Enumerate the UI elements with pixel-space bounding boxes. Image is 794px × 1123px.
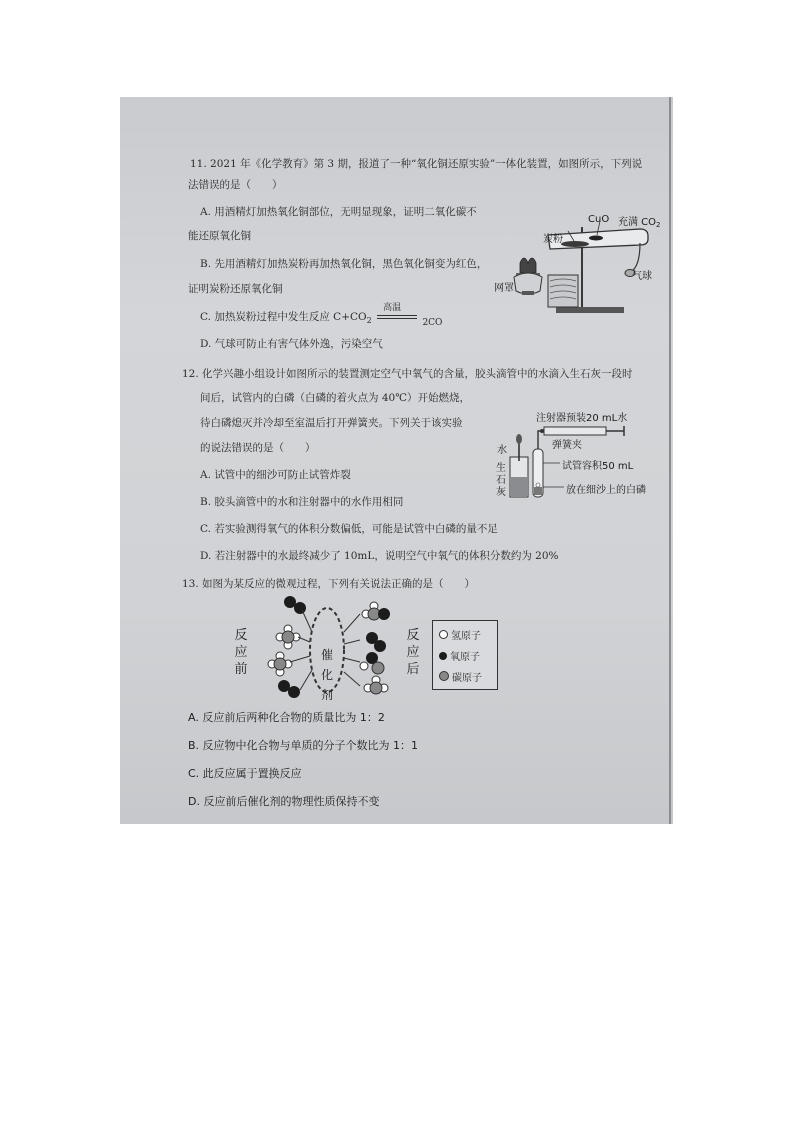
legend-label-carbon: 碳原子 xyxy=(452,673,482,684)
hydrogen-atom-icon xyxy=(439,630,448,639)
molecule-ch3oh-after-1 xyxy=(362,602,390,620)
q11-option-c-text: C. 加热炭粉过程中发生反应 C+CO xyxy=(200,311,367,323)
molecule-ch3oh-after-2 xyxy=(360,652,384,674)
q11-option-c-product: 2CO xyxy=(422,318,443,328)
after-char-3: 后 xyxy=(406,662,420,677)
q12-stem-line1: 12. 化学兴趣小组设计如图所示的装置测定空气中氧气的含量，胶头滴管中的水滴入生石灰一段时 xyxy=(182,368,633,380)
q12-option-a: A. 试管中的细沙可防止试管炸裂 xyxy=(200,469,351,481)
before-char-2: 应 xyxy=(234,645,248,660)
catalyst-char-2: 化 xyxy=(320,668,333,682)
label-quicklime xyxy=(496,463,506,499)
label-quicklime-1: 生 xyxy=(496,463,506,474)
q12-option-c: C. 若实验测得氧气的体积分数偏低，可能是试管中白磷的量不足 xyxy=(200,523,498,535)
q12-option-b: B. 胶头滴管中的水和注射器中的水作用相同 xyxy=(200,496,404,508)
q13-stem: 13. 如图为某反应的微观过程，下列有关说法正确的是（ ） xyxy=(182,578,476,590)
q11-stem-line2: 法错误的是（ ） xyxy=(188,179,283,191)
legend-item-carbon xyxy=(439,669,482,684)
cuo-deposit xyxy=(589,236,603,241)
q11-option-d: D. 气球可防止有害气体外逸，污染空气 xyxy=(200,338,383,350)
label-co2-sub: 2 xyxy=(656,221,661,229)
photographed-exam-page xyxy=(120,97,673,824)
after-char-2: 应 xyxy=(406,645,420,660)
connector-tube xyxy=(538,431,544,449)
q11-reaction-condition xyxy=(377,303,417,324)
q12-stem-line4: 的说法错误的是（ ） xyxy=(200,442,316,454)
molecule-o2-before-bottom xyxy=(278,680,300,698)
q13-option-a: A. 反应前后两种化合物的质量比为 1：2 xyxy=(188,711,385,724)
label-before-reaction xyxy=(234,627,248,678)
label-balloon: 气球 xyxy=(632,271,652,282)
wood-block xyxy=(548,275,578,307)
label-quicklime-2: 石 xyxy=(496,475,506,486)
label-spring-clip: 弹簧夹 xyxy=(552,440,582,451)
catalyst-char-1: 催 xyxy=(320,648,333,662)
label-quicklime-3: 灰 xyxy=(496,487,506,498)
q13-option-c: C. 此反应属于置换反应 xyxy=(188,767,302,780)
molecule-ch4-before-1 xyxy=(276,625,300,649)
legend-label-hydrogen: 氢原子 xyxy=(451,631,481,642)
molecule-after-bottom xyxy=(364,676,388,694)
label-syringe: 注射器预装20 mL水 xyxy=(536,413,628,424)
q11-option-c-subscript: 2 xyxy=(366,316,372,325)
arrows-in xyxy=(290,610,312,690)
carbon-atom-icon xyxy=(439,671,449,681)
q13-option-b: B. 反应物中化合物与单质的分子个数比为 1：1 xyxy=(188,739,419,752)
q11-option-a-line1: A. 用酒精灯加热氧化铜部位，无明显现象，证明二氧化碳不 xyxy=(200,206,477,218)
label-carbon-powder: 炭粉 xyxy=(543,234,563,245)
sand-layer xyxy=(534,487,542,495)
q11-option-b-line1: B. 先用酒精灯加热炭粉再加热氧化铜，黑色氧化铜变为红色， xyxy=(200,258,488,270)
catalyst-char-3: 剂 xyxy=(320,688,333,702)
label-water: 水 xyxy=(497,445,507,456)
arrows-out xyxy=(344,614,360,686)
label-white-phosphorus: 放在细沙上的白磷 xyxy=(566,485,646,496)
label-co2-text: 充满 CO xyxy=(618,217,657,228)
label-cuo: CuO xyxy=(588,214,610,225)
molecule-o2-after xyxy=(366,632,386,652)
label-gauze: 网罩 xyxy=(494,283,514,294)
q11-option-b-line2: 证明炭粉还原氧化铜 xyxy=(188,283,283,295)
before-char-3: 前 xyxy=(234,662,248,677)
dropper-bulb xyxy=(516,434,522,444)
alcohol-lamp-with-gauze xyxy=(514,258,542,295)
q13-reaction-diagram xyxy=(260,592,420,702)
carbon-powder-deposit xyxy=(561,241,589,247)
q11-option-a-line2: 能还原氧化铜 xyxy=(188,230,251,242)
legend-label-oxygen: 氧原子 xyxy=(450,652,480,663)
q12-stem-line2: 间后，试管内的白磷（白磷的着火点为 40℃）开始燃烧， xyxy=(200,392,470,404)
syringe-barrel xyxy=(544,427,606,435)
q13-option-d: D. 反应前后催化剂的物理性质保持不变 xyxy=(188,795,380,808)
condition-label: 高温 xyxy=(383,303,402,313)
after-char-1: 反 xyxy=(406,628,420,643)
q12-stem-line3: 待白磷熄灭并冷却至室温后打开弹簧夹。下列关于该实验 xyxy=(200,417,463,429)
q12-option-d: D. 若注射器中的水最终减少了 10mL，说明空气中氧气的体积分数约为 20% xyxy=(200,550,559,562)
legend-item-hydrogen xyxy=(439,627,481,642)
condition-bar xyxy=(377,315,417,316)
spring-clip xyxy=(540,429,544,433)
q11-stem-line1: 11. 2021 年《化学教育》第 3 期，报道了一种“氧化铜还原实验”一体化装置，如图所示，下列说 xyxy=(190,158,643,170)
condition-bar-2 xyxy=(377,318,417,319)
page-shadow-edge xyxy=(669,97,671,824)
catalyst-ellipse xyxy=(310,608,344,692)
stand-base xyxy=(556,307,624,313)
legend-item-oxygen xyxy=(439,648,480,663)
oxygen-atom-icon xyxy=(439,652,447,660)
white-phosphorus xyxy=(536,483,540,487)
q11-option-c xyxy=(200,303,443,330)
label-co2 xyxy=(618,213,661,229)
quicklime xyxy=(511,477,527,496)
label-test-tube: 试管容积50 mL xyxy=(562,461,634,472)
before-char-1: 反 xyxy=(234,628,248,643)
legend-box xyxy=(432,620,498,690)
molecule-ch4-before-2 xyxy=(268,652,292,676)
